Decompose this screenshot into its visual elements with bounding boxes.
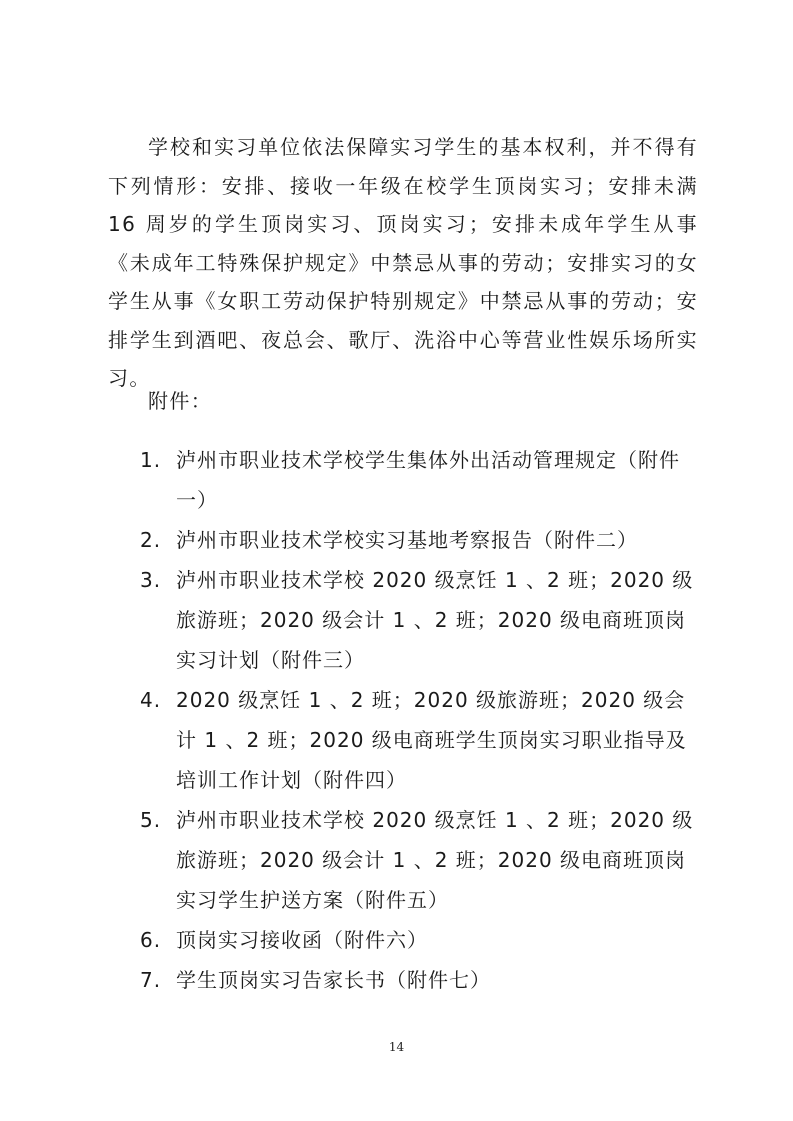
attachment-text: 泸州市职业技术学校 2020 级烹饪 1 、2 班；2020 级旅游班；2020 级会计 1 、2 班；2020 级电商班顶岗实习学生护送方案（附件五） bbox=[176, 808, 694, 912]
attachment-item-4 bbox=[140, 680, 700, 800]
attachment-item-3 bbox=[140, 560, 700, 680]
attachment-text: 学生顶岗实习告家长书（附件七） bbox=[176, 968, 491, 992]
attachment-text: 2020 级烹饪 1 、2 班；2020 级旅游班；2020 级会计 1 、2 班；2020 级电商班学生顶岗实习职业指导及培训工作计划（附件四） bbox=[176, 688, 687, 792]
attachment-item-1 bbox=[140, 440, 700, 520]
attachment-text: 泸州市职业技术学校实习基地考察报告（附件二） bbox=[176, 528, 638, 552]
body-paragraph: 学校和实习单位依法保障实习学生的基本权利，并不得有下列情形：安排、接收一年级在校学生顶岗实习；安排未满 16 周岁的学生顶岗实习、顶岗实习；安排未成年学生从事《未成年工特殊保护规定》中禁忌从事的劳动；安排实习的女学生从事《女职工劳动保护特别规定》中禁忌从事的劳动；安排学生到酒吧、夜总会、歌厅、洗浴中心等营业性娱乐场所实习。 bbox=[108, 135, 698, 390]
attachments-label: 附件： bbox=[148, 389, 213, 413]
attachment-text: 顶岗实习接收函（附件六） bbox=[176, 928, 428, 952]
attachment-number: 7. bbox=[140, 968, 162, 992]
attachment-item-5 bbox=[140, 800, 700, 920]
attachment-number: 2. bbox=[140, 528, 162, 552]
attachment-text: 泸州市职业技术学校 2020 级烹饪 1 、2 班；2020 级旅游班；2020 级会计 1 、2 班；2020 级电商班顶岗实习计划（附件三） bbox=[176, 568, 694, 672]
page-number: 14 bbox=[388, 1040, 405, 1054]
attachment-number: 5. bbox=[140, 808, 162, 832]
attachment-item-6 bbox=[140, 920, 700, 960]
attachment-number: 3. bbox=[140, 568, 162, 592]
attachment-number: 6. bbox=[140, 928, 162, 952]
attachment-item-2 bbox=[140, 520, 700, 560]
attachment-number: 4. bbox=[140, 688, 162, 712]
attachment-number: 1. bbox=[140, 448, 162, 472]
attachment-text: 泸州市职业技术学校学生集体外出活动管理规定（附件一） bbox=[176, 448, 680, 512]
attachments-list bbox=[140, 440, 700, 1000]
attachment-item-7 bbox=[140, 960, 700, 1000]
